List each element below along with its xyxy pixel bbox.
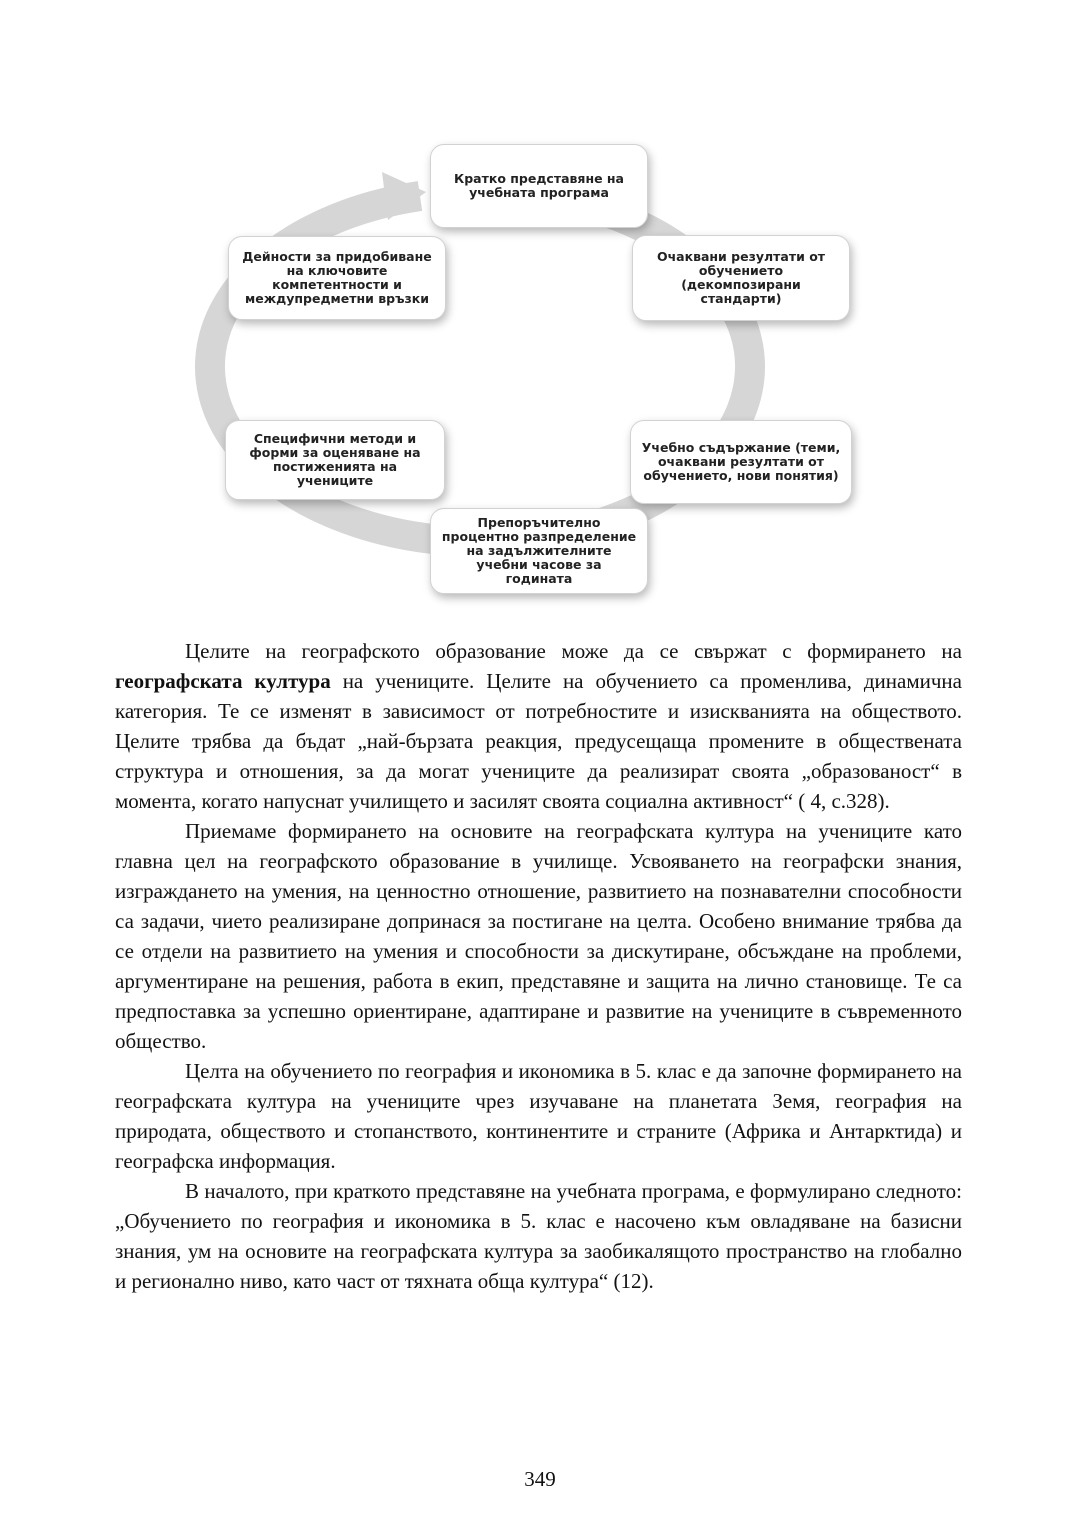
cycle-box-expected-results: Очаквани резултати от обучението (декомпозирани стандарти) [632, 235, 850, 321]
body-text [115, 636, 962, 1296]
paragraph-1: Целите на географското образование може да се свържат с формирането на географската култура на учениците. Целите на обучението са променлива, динамична категория. Те се изменят в зависимост от потребностите и изискванията на обществото. Целите трябва да бъдат „най-бързата реакция, предусещаща промените в обществената структура и отношения, за да могат учениците да реализират своята „образованост“ в момента, когато напуснат училището и засилят своята социална активност“ ( 4, с.328). [115, 639, 962, 813]
page-number: 349 [524, 1467, 556, 1491]
cycle-diagram [0, 0, 1080, 620]
paragraph-4: В началото, при краткото представяне на учебната програма, е формулирано следното: „Обучението по география и икономика в 5. клас е насочено към овладяване на базисни знания, ум на основите на географската култура за заобикалящото пространство на глобално и регионално ниво, като част от тяхната обща култура“ (12). [115, 1179, 962, 1293]
cycle-box-competence-activities: Дейности за придобиване на ключовите компетентности и междупредметни връзки [228, 236, 446, 320]
paragraph-3: Целта на обучението по география и икономика в 5. клас е да започне формирането на географската култура на учениците чрез изучаване на планетата Земя, география на природата, обществото и стопанството, континентите и страните (Африка и Антарктида) и географска информация. [115, 1059, 962, 1173]
cycle-box-assessment-methods: Специфични методи и форми за оценяване на постиженията на учениците [225, 420, 445, 500]
cycle-box-content: Учебно съдържание (теми, очаквани резултати от обучението, нови понятия) [630, 420, 852, 504]
paragraph-2: Приемаме формирането на основите на географската култура на учениците като главна цел на географското образование в училище. Усвояването на географски знания, изграждането на умения, на ценностно отношение, развитието на познавателни способности са задачи, чието реализиране допринася за постигане на целта. Особено внимание трябва да се отдели на развитието на умения и способности за дискутиране, обсъждане на проблеми, аргументиране на решения, работа в екип, представяне и защита на лично становище. Те са предпоставка за успешно ориентиране, адаптиране и развитие на учениците в съвременното общество. [115, 819, 962, 1053]
bold-term: географската култура [115, 669, 331, 693]
cycle-box-program-overview: Кратко представяне на учебната програма [430, 144, 648, 228]
cycle-box-hours-distribution: Препоръчително процентно разпределение на задължителните учебни часове за годината [430, 508, 648, 594]
